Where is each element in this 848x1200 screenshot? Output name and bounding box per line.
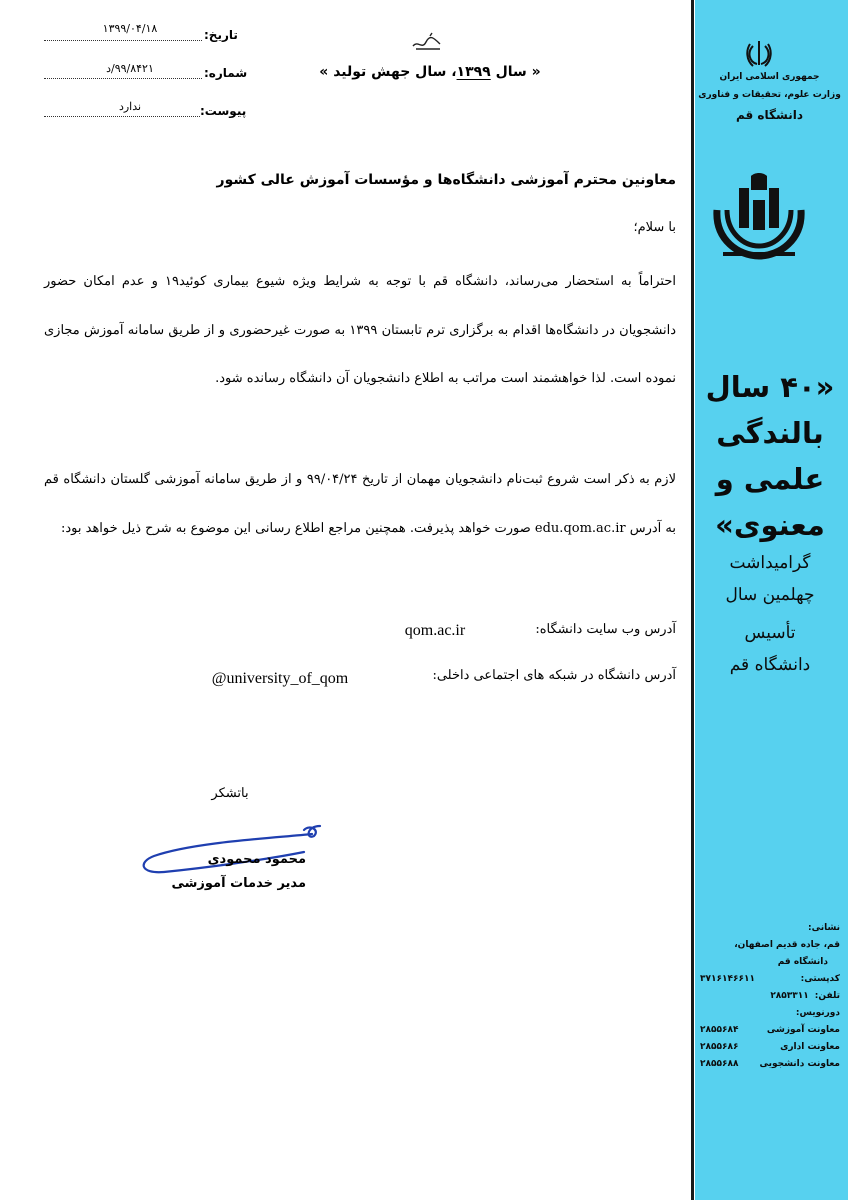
postal-label: کدپستی: xyxy=(800,974,840,984)
address-line-1: قم، جاده قدیم اصفهان، xyxy=(734,940,840,950)
fax-label: معاونت آموزشی xyxy=(766,1025,840,1035)
fax-row xyxy=(700,1039,840,1056)
celebration-line-4: دانشگاه قم xyxy=(729,655,811,675)
fax-label: معاونت دانشجویی xyxy=(759,1059,840,1069)
signature-icon xyxy=(134,812,334,882)
fax-label: معاونت اداری xyxy=(780,1042,840,1052)
sidebar xyxy=(695,0,848,1200)
sidebar-country: جمهوری اسلامی ایران xyxy=(719,72,820,82)
university-logo-icon xyxy=(709,170,809,262)
sidebar-university: دانشگاه قم xyxy=(735,108,803,122)
postal-value: ۳۷۱۶۱۴۶۶۱۱ xyxy=(700,974,755,984)
slogan-line-4: معنوی» xyxy=(715,508,825,542)
phone-row xyxy=(700,988,840,1005)
address-block xyxy=(700,920,840,1073)
slogan-line-3: علمی و xyxy=(715,462,825,496)
attachment-value: ندارد xyxy=(118,100,142,113)
fax-value: ۲۸۵۵۶۸۶ xyxy=(700,1042,739,1052)
sidebar-divider xyxy=(691,0,694,1200)
iran-emblem-icon xyxy=(745,38,773,68)
fax-row xyxy=(700,1056,840,1073)
celebration-line-3: تأسیس xyxy=(744,623,796,643)
attachment-dots xyxy=(44,116,200,117)
signer-title: مدیر خدمات آموزشی xyxy=(171,876,306,891)
number-value: ۹۹/۸۴۲۱/د xyxy=(106,62,154,75)
date-dots xyxy=(44,40,202,41)
website-link[interactable]: qom.ac.ir xyxy=(404,622,466,639)
date-label: تاریخ: xyxy=(204,28,238,42)
phone-value: ۲۸۵۳۳۱۱ xyxy=(770,991,809,1001)
fax-value: ۲۸۵۵۶۸۸ xyxy=(700,1059,739,1069)
closing: باتشکر xyxy=(211,786,249,801)
fax-value: ۲۸۵۵۶۸۴ xyxy=(700,1025,739,1035)
slogan-line-1: «۴۰ سال xyxy=(705,370,835,404)
social-handle[interactable]: @university_of_qom xyxy=(211,670,349,687)
paragraph-1: احتراماً به استحضار می‌رساند، دانشگاه قم با توجه به شرایط ویژه شیوع بیماری کوئید۱۹ و عدم امکان حضور دانشجویان در دانشگاه‌ها اقدام به برگزاری ترم تابستان ۱۳۹۹ به صورت غیرحضوری و از طریق سامانه آموزش مجازی نموده است. لذا خواهشمند است مراتب به اطلاع دانشجویان آن دانشگاه رسانده شود. xyxy=(44,274,676,386)
number-dots xyxy=(44,78,202,79)
social-label: آدرس دانشگاه در شبکه های اجتماعی داخلی: xyxy=(432,668,676,683)
bismillah-calligraphy-icon xyxy=(410,30,446,54)
year-motto: « سال ۱۳۹۹، سال جهش تولید » xyxy=(319,64,541,80)
phone-label: تلفن: xyxy=(814,991,840,1001)
celebration-line-1: گرامیداشت xyxy=(729,553,811,573)
celebration-line-2: چهلمین سال xyxy=(725,585,815,605)
website-label: آدرس وب سایت دانشگاه: xyxy=(535,622,676,637)
sidebar-ministry: وزارت علوم، تحقیقات و فناوری xyxy=(698,90,841,100)
address-title: نشانی: xyxy=(807,923,840,933)
date-value: ۱۳۹۹/۰۴/۱۸ xyxy=(102,22,158,35)
signer-name: محمود محمودی xyxy=(207,852,306,867)
fax-title: دورنویس: xyxy=(795,1008,840,1018)
paragraph-2: لازم به ذکر است شروع ثبت‌نام دانشجویان مهمان از تاریخ ۹۹/۰۴/۲۴ و از طریق سامانه آموزشی گلستان دانشگاه قم به آدرس edu.qom.ac.ir صورت خواهد پذیرفت. همچنین مراجع اطلاع رسانی این موضوع به شرح ذیل خواهد بود: xyxy=(44,472,676,536)
fax-row xyxy=(700,1022,840,1039)
attachment-label: پیوست: xyxy=(200,104,247,118)
address-line-2: دانشگاه قم xyxy=(777,957,828,967)
number-label: شماره: xyxy=(204,66,248,80)
greeting: با سلام؛ xyxy=(633,220,676,235)
slogan-line-2: بالندگی xyxy=(716,416,824,450)
postal-row xyxy=(700,971,840,988)
recipient: معاونین محترم آموزشی دانشگاه‌ها و مؤسسات آموزش عالی کشور xyxy=(216,172,676,188)
